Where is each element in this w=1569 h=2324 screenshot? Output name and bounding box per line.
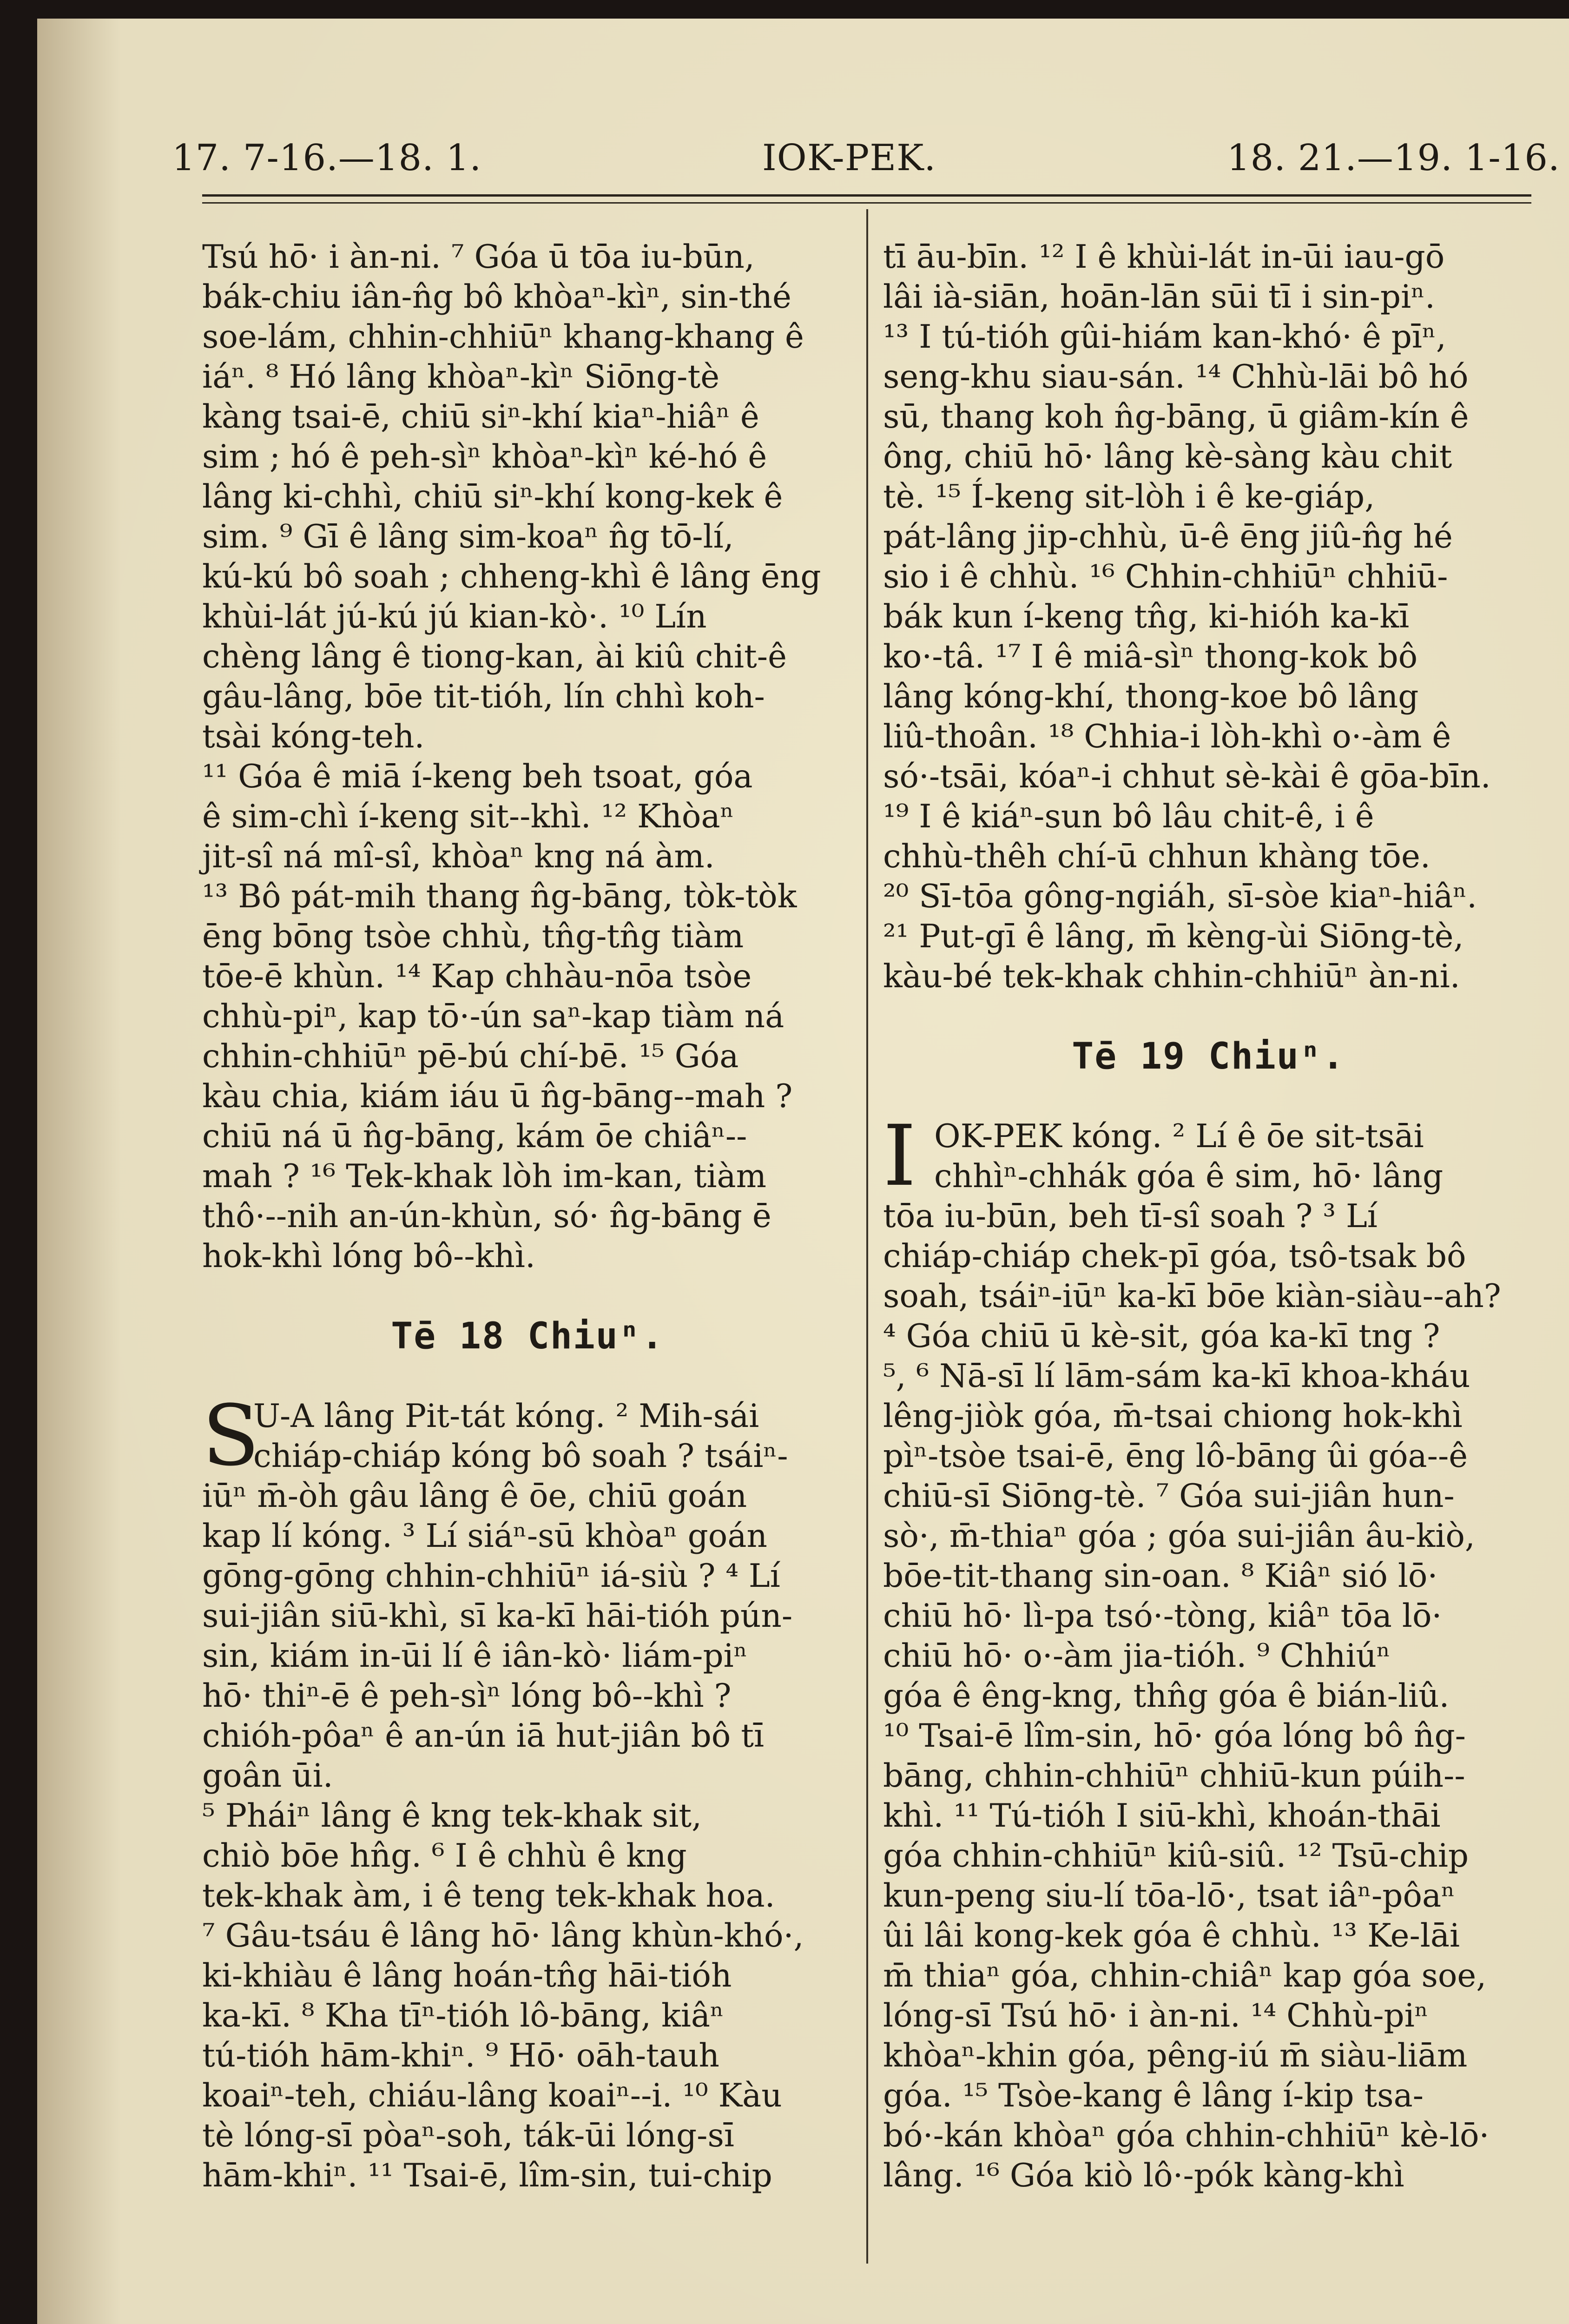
text-line: ko·-tâ. ¹⁷ I ê miâ-sìⁿ thong-kok bô [883, 638, 1418, 675]
dropcap-letter: S [202, 1387, 260, 1485]
text-line: chiáp-chiáp chek-pī góa, tsô-tsak bô [883, 1238, 1466, 1275]
text-line: tú-tióh hām-khiⁿ. ⁹ Hō· oāh-tauh [202, 2037, 719, 2074]
text-line: góa ê êng-kng, thn̂g góa ê bián-liû. [883, 1677, 1450, 1715]
text-line: kàng tsai-ē, chiū siⁿ-khí kiaⁿ-hiâⁿ ê [202, 398, 759, 436]
text-line: thô·--nih an-ún-khùn, só· n̂g-bāng ē [202, 1198, 771, 1235]
text-line: chiū-sī Siōng-tè. ⁷ Góa sui-jiân hun- [883, 1478, 1455, 1515]
text-line: chiáp-chiáp kóng bô soah ? tsáiⁿ- [253, 1438, 788, 1475]
dropcap-letter: I [883, 1108, 916, 1205]
text-line: chhù-thêh chí-ū chhun khàng tōe. [883, 838, 1431, 875]
text-line: ¹³ I tú-tióh gûi-hiám kan-khó· ê pīⁿ, [883, 318, 1446, 356]
dropcap-lines [934, 1116, 1534, 1196]
text-line: tōa iu-būn, beh tī-sî soah ? ³ Lí [883, 1198, 1378, 1235]
running-head-title: IOK-PEK. [762, 137, 936, 179]
text-line: sim ; hó ê peh-sìⁿ khòaⁿ-kìⁿ ké-hó ê [202, 438, 767, 475]
dropcap-lines [253, 1396, 853, 1476]
text-line: OK-PEK kóng. ² Lí ê ōe sit-tsāi [934, 1118, 1424, 1155]
text-line: sim. ⁹ Gī ê lâng sim-koaⁿ n̂g tō-lí, [202, 518, 734, 555]
text-line: soah, tsáiⁿ-iūⁿ ka-kī bōe kiàn-siàu--ah? [883, 1278, 1501, 1315]
text-line: khì. ¹¹ Tú-tióh I siū-khì, khoán-thāi [883, 1797, 1441, 1835]
text-line: sū, thang koh n̂g-bāng, ū giâm-kín ê [883, 398, 1469, 436]
text-line: seng-khu siau-sán. ¹⁴ Chhù-lāi bô hó [883, 358, 1469, 396]
text-line: bák-chiu iân-n̂g bô khòaⁿ-kìⁿ, sin-thé [202, 278, 791, 316]
text-line: bāng, chhin-chhiūⁿ chhiū-kun púih-- [883, 1757, 1465, 1795]
column-divider [866, 209, 868, 2264]
text-line: chiū hō· o·-àm jia-tióh. ⁹ Chhiúⁿ [883, 1637, 1391, 1675]
text-line: bó·-kán khòaⁿ góa chhin-chhiūⁿ kè-lō· [883, 2117, 1490, 2154]
text-line: iūⁿ m̄-òh gâu lâng ê ōe, chiū goán [202, 1478, 747, 1515]
text-line: sui-jiân siū-khì, sī ka-kī hāi-tióh pún- [202, 1598, 793, 1635]
text-line: ûi lâi kong-kek góa ê chhù. ¹³ Ke-lāi [883, 1917, 1460, 1954]
header-rule-thin [202, 202, 1531, 204]
text-line: ki-khiàu ê lâng hoán-tn̂g hāi-tióh [202, 1957, 732, 1994]
header-rule [202, 194, 1531, 197]
text-line: ông, chiū hō· lâng kè-sàng kàu chit [883, 438, 1452, 475]
text-line: chhìⁿ-chhák góa ê sim, hō· lâng [934, 1158, 1444, 1195]
text-line: ¹³ Bô pát-mih thang n̂g-bāng, tòk-tòk [202, 878, 797, 915]
text-line: jit-sî ná mî-sî, khòaⁿ kng ná àm. [202, 838, 715, 875]
text-line: iáⁿ. ⁸ Hó lâng khòaⁿ-kìⁿ Siōng-tè [202, 358, 720, 396]
text-line: sio i ê chhù. ¹⁶ Chhin-chhiūⁿ chhiū- [883, 558, 1448, 595]
text-line: ¹¹ Góa ê miā í-keng beh tsoat, góa [202, 758, 753, 795]
text-line: sin, kiám in-ūi lí ê iân-kò· liám-piⁿ [202, 1637, 748, 1675]
text-line: kú-kú bô soah ; chheng-khì ê lâng ēng [202, 558, 821, 595]
text-line: hō· thiⁿ-ē ê peh-sìⁿ lóng bô--khì ? [202, 1677, 732, 1715]
text-line: goân ūi. [202, 1757, 333, 1795]
text-line: ¹⁹ I ê kiáⁿ-sun bô lâu chit-ê, i ê [883, 798, 1374, 835]
chapter-heading-19: Tē 19 Chiuⁿ. [1072, 1036, 1345, 1077]
text-line: chiū ná ū n̂g-bāng, kám ōe chiâⁿ-- [202, 1118, 747, 1155]
text-line: khùi-lát jú-kú jú kian-kò·. ¹⁰ Lín [202, 598, 707, 635]
text-line: ⁵, ⁶ Nā-sī lí lām-sám ka-kī khoa-kháu [883, 1358, 1470, 1395]
text-line: lâi ià-siān, hoān-lān sūi tī i sin-piⁿ. [883, 278, 1435, 316]
text-line: ²¹ Put-gī ê lâng, m̄ kèng-ùi Siōng-tè, [883, 918, 1464, 955]
book-page [37, 19, 1569, 2324]
text-line: ka-kī. ⁸ Kha tīⁿ-tióh lô-bāng, kiâⁿ [202, 1997, 724, 2034]
chapter-heading-18: Tē 18 Chiuⁿ. [391, 1315, 664, 1357]
text-line: ê sim-chì í-keng sit--khì. ¹² Khòaⁿ [202, 798, 734, 835]
left-column [202, 237, 853, 2196]
text-line: bák kun í-keng tn̂g, ki-hióh ka-kī [883, 598, 1410, 635]
text-line: U-A lâng Pit-tát kóng. ² Mih-sái [253, 1398, 759, 1435]
text-line: kun-peng siu-lí tōa-lō·, tsat iâⁿ-pôaⁿ [883, 1877, 1455, 1915]
text-line: chèng lâng ê tiong-kan, ài kiû chit-ê [202, 638, 787, 675]
text-line: lâng ki-chhì, chiū siⁿ-khí kong-kek ê [202, 478, 783, 515]
text-line: lâng kóng-khí, thong-koe bô lâng [883, 678, 1419, 715]
text-line: lâng. ¹⁶ Góa kiò lô·-pók kàng-khì [883, 2157, 1404, 2194]
text-line: chiū hō· lì-pa tsó·-tòng, kiâⁿ tōa lō· [883, 1598, 1442, 1635]
text-line: Tsú hō· i àn-ni. ⁷ Góa ū tōa iu-būn, [202, 238, 755, 276]
text-line: liû-thoân. ¹⁸ Chhia-i lòh-khì o·-àm ê [883, 718, 1451, 755]
text-line: lóng-sī Tsú hō· i àn-ni. ¹⁴ Chhù-piⁿ [883, 1997, 1429, 2034]
text-line: hok-khì lóng bô--khì. [202, 1238, 535, 1275]
text-line: ēng bōng tsòe chhù, tn̂g-tn̂g tiàm [202, 918, 744, 955]
text-line: tsài kóng-teh. [202, 718, 425, 755]
text-line: gâu-lâng, bōe tit-tióh, lín chhì koh- [202, 678, 765, 715]
text-line: pát-lâng jip-chhù, ū-ê ēng jiû-n̂g hé [883, 518, 1453, 555]
text-line: sò·, m̄-thiaⁿ góa ; góa sui-jiân âu-kiò, [883, 1518, 1475, 1555]
text-line: chhù-piⁿ, kap tō·-ún saⁿ-kap tiàm ná [202, 998, 784, 1035]
text-line: tè lóng-sī pòaⁿ-soh, ták-ūi lóng-sī [202, 2117, 734, 2154]
left-text-after [202, 1476, 853, 2196]
text-line: pìⁿ-tsòe tsai-ē, ēng lô-bāng ûi góa--ê [883, 1438, 1468, 1475]
text-line: tōe-ē khùn. ¹⁴ Kap chhàu-nōa tsòe [202, 958, 752, 995]
text-line: tek-khak àm, i ê teng tek-khak hoa. [202, 1877, 775, 1915]
right-text-after [883, 1196, 1534, 2196]
text-line: góa. ¹⁵ Tsòe-kang ê lâng í-kip tsa- [883, 2077, 1424, 2114]
text-line: lêng-jiòk góa, m̄-tsai chiong hok-khì [883, 1398, 1463, 1435]
text-line: koaiⁿ-teh, chiáu-lâng koaiⁿ--i. ¹⁰ Kàu [202, 2077, 782, 2114]
text-line: hām-khiⁿ. ¹¹ Tsai-ē, lîm-sin, tui-chip [202, 2157, 772, 2194]
text-line: mah ? ¹⁶ Tek-khak lòh im-kan, tiàm [202, 1158, 767, 1195]
text-line: m̄ thiaⁿ góa, chhin-chiâⁿ kap góa soe, [883, 1957, 1487, 1994]
right-text-before [883, 237, 1534, 997]
text-line: só·-tsāi, kóaⁿ-i chhut sè-kài ê gōa-bīn. [883, 758, 1491, 795]
text-line: tī āu-bīn. ¹² I ê khùi-lát in-ūi iau-gō [883, 238, 1445, 276]
text-line: ⁴ Góa chiū ū kè-sit, góa ka-kī tng ? [883, 1318, 1440, 1355]
text-line: soe-lám, chhin-chhiūⁿ khang-khang ê [202, 318, 804, 356]
running-head-left: 17. 7-16.—18. 1. [172, 137, 482, 179]
dropcap-paragraph-19 [883, 1108, 1534, 1205]
text-line: chiò bōe hn̂g. ⁶ I ê chhù ê kng [202, 1837, 687, 1875]
text-line: kàu chia, kiám iáu ū n̂g-bāng--mah ? [202, 1078, 793, 1115]
text-line: chióh-pôaⁿ ê an-ún iā hut-jiân bô tī [202, 1717, 765, 1755]
text-line: ¹⁰ Tsai-ē lîm-sin, hō· góa lóng bô n̂g- [883, 1717, 1466, 1755]
text-line: ²⁰ Sī-tōa gông-ngiáh, sī-sòe kiaⁿ-hiâⁿ. [883, 878, 1477, 915]
text-line: ⁷ Gâu-tsáu ê lâng hō· lâng khùn-khó·, [202, 1917, 804, 1954]
text-line: gōng-gōng chhin-chhiūⁿ iá-siù ? ⁴ Lí [202, 1558, 780, 1595]
running-head-right: 18. 21.—19. 1-16. [1227, 137, 1560, 179]
text-line: kàu-bé tek-khak chhin-chhiūⁿ àn-ni. [883, 958, 1460, 995]
text-line: ⁵ Pháiⁿ lâng ê kng tek-khak sit, [202, 1797, 702, 1835]
left-text-before [202, 237, 853, 1276]
text-line: tè. ¹⁵ Í-keng sit-lòh i ê ke-giáp, [883, 478, 1375, 515]
text-line: bōe-tit-thang sin-oan. ⁸ Kiâⁿ sió lō· [883, 1558, 1438, 1595]
dropcap-paragraph-18 [202, 1387, 853, 1485]
right-column [883, 237, 1534, 2196]
text-line: kap lí kóng. ³ Lí siáⁿ-sū khòaⁿ goán [202, 1518, 767, 1555]
text-line: chhin-chhiūⁿ pē-bú chí-bē. ¹⁵ Góa [202, 1038, 739, 1075]
text-line: khòaⁿ-khin góa, pêng-iú m̄ siàu-liām [883, 2037, 1468, 2074]
text-line: góa chhin-chhiūⁿ kiû-siû. ¹² Tsū-chip [883, 1837, 1469, 1875]
